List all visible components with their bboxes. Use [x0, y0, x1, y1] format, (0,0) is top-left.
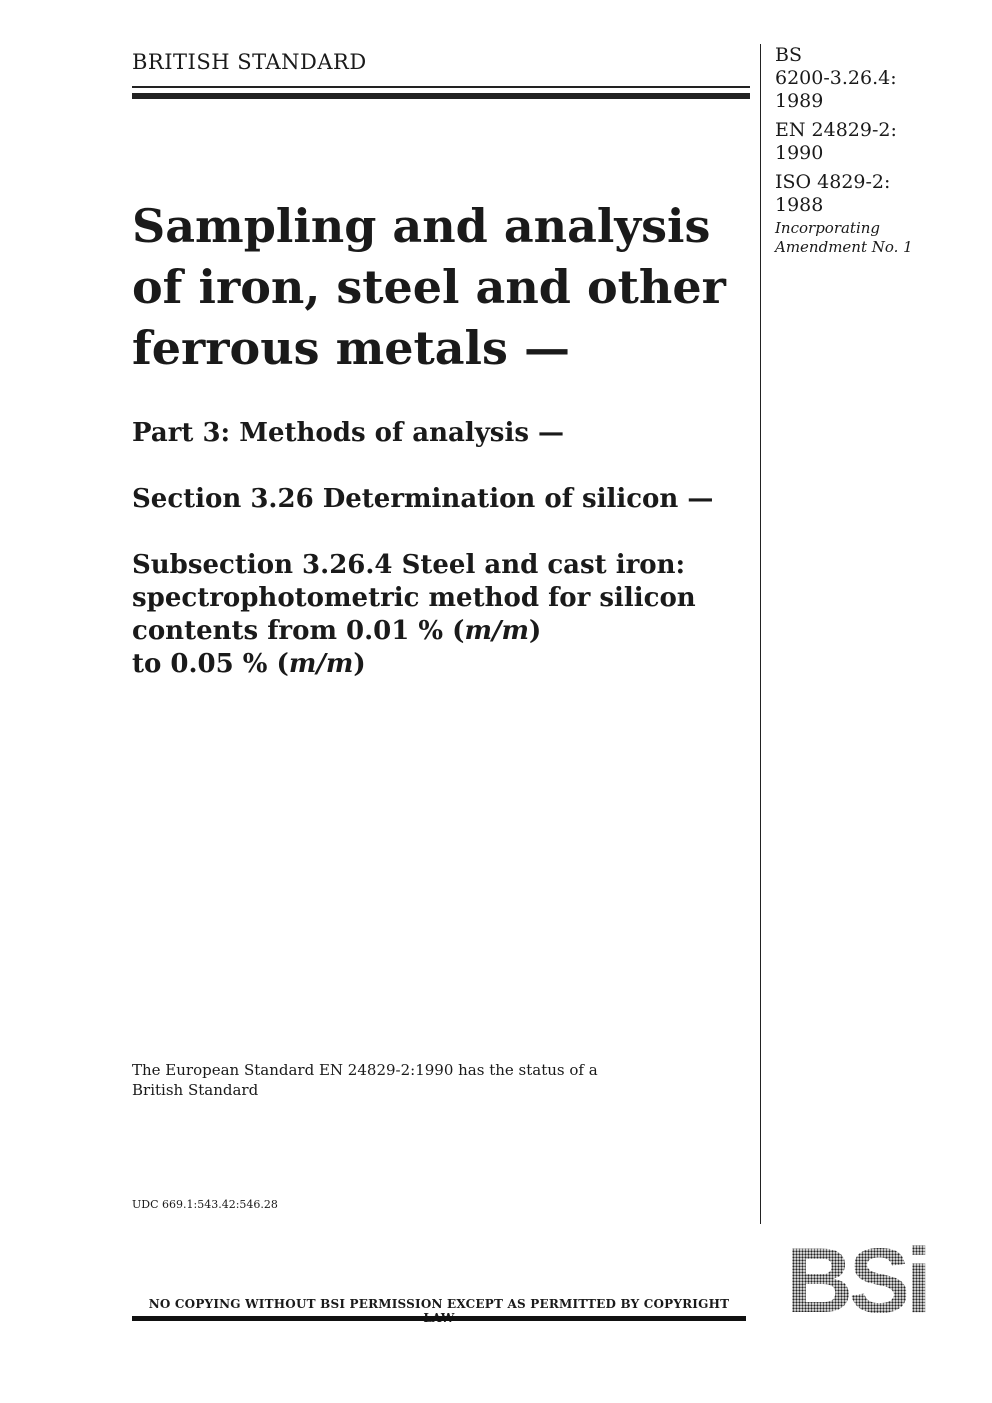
- header-rule-thin: [132, 86, 750, 88]
- standard-number-line: 6200-3.26.4:: [775, 67, 897, 89]
- subsection-line: Subsection 3.26.4 Steel and cast iron:: [132, 550, 686, 580]
- standard-numbers: [775, 44, 985, 257]
- amendment-line: Incorporating: [775, 219, 881, 237]
- logo-lettering: BSi: [786, 1244, 928, 1319]
- bsi-logo: [768, 1244, 946, 1319]
- subsection-text: to 0.05 % (: [132, 649, 289, 679]
- subsection-line: [132, 615, 752, 648]
- title-line: Sampling and analysis: [132, 199, 711, 253]
- status-note-line: The European Standard EN 24829-2:1990 has the status of a: [132, 1061, 598, 1079]
- side-divider: [760, 44, 761, 1224]
- header-rule-thick: [132, 93, 750, 99]
- status-note: [132, 1060, 632, 1100]
- standard-number-line: 1990: [775, 142, 824, 164]
- standard-number-line: ISO 4829-2:: [775, 171, 891, 193]
- unit-italic: m/m: [464, 616, 529, 646]
- subsection-line: [132, 648, 752, 681]
- subsection-text: ): [528, 616, 542, 646]
- subsection-text: ): [353, 649, 366, 679]
- footer-rule: [132, 1316, 746, 1321]
- standard-number-line: 1989: [775, 90, 824, 112]
- amendment-line: Amendment No. 1: [775, 238, 913, 256]
- standard-number-line: EN 24829-2:: [775, 119, 897, 141]
- title-line: ferrous metals —: [132, 321, 570, 375]
- subsection-text: contents from 0.01 % (: [132, 616, 465, 646]
- copyright-notice: NO COPYING WITHOUT BSI PERMISSION EXCEPT AS PERMITTED BY COPYRIGHT: [148, 1297, 730, 1311]
- document-type-label: BRITISH STANDARD: [132, 50, 367, 74]
- standard-number-line: 1988: [775, 194, 824, 216]
- title-line: of iron, steel and other: [132, 260, 726, 314]
- udc-code: UDC 669.1:543.42:546.28: [132, 1198, 278, 1211]
- subsection-heading: [132, 549, 752, 681]
- part-heading: Part 3: Methods of analysis —: [132, 418, 565, 448]
- subsection-line: spectrophotometric method for silicon: [132, 583, 696, 613]
- section-heading: Section 3.26 Determination of silicon —: [132, 484, 714, 514]
- status-note-line: British Standard: [132, 1081, 259, 1099]
- standard-number-line: BS: [775, 44, 802, 66]
- unit-italic: m/m: [288, 649, 354, 679]
- amendment-note: [775, 219, 985, 257]
- document-title: [132, 196, 752, 379]
